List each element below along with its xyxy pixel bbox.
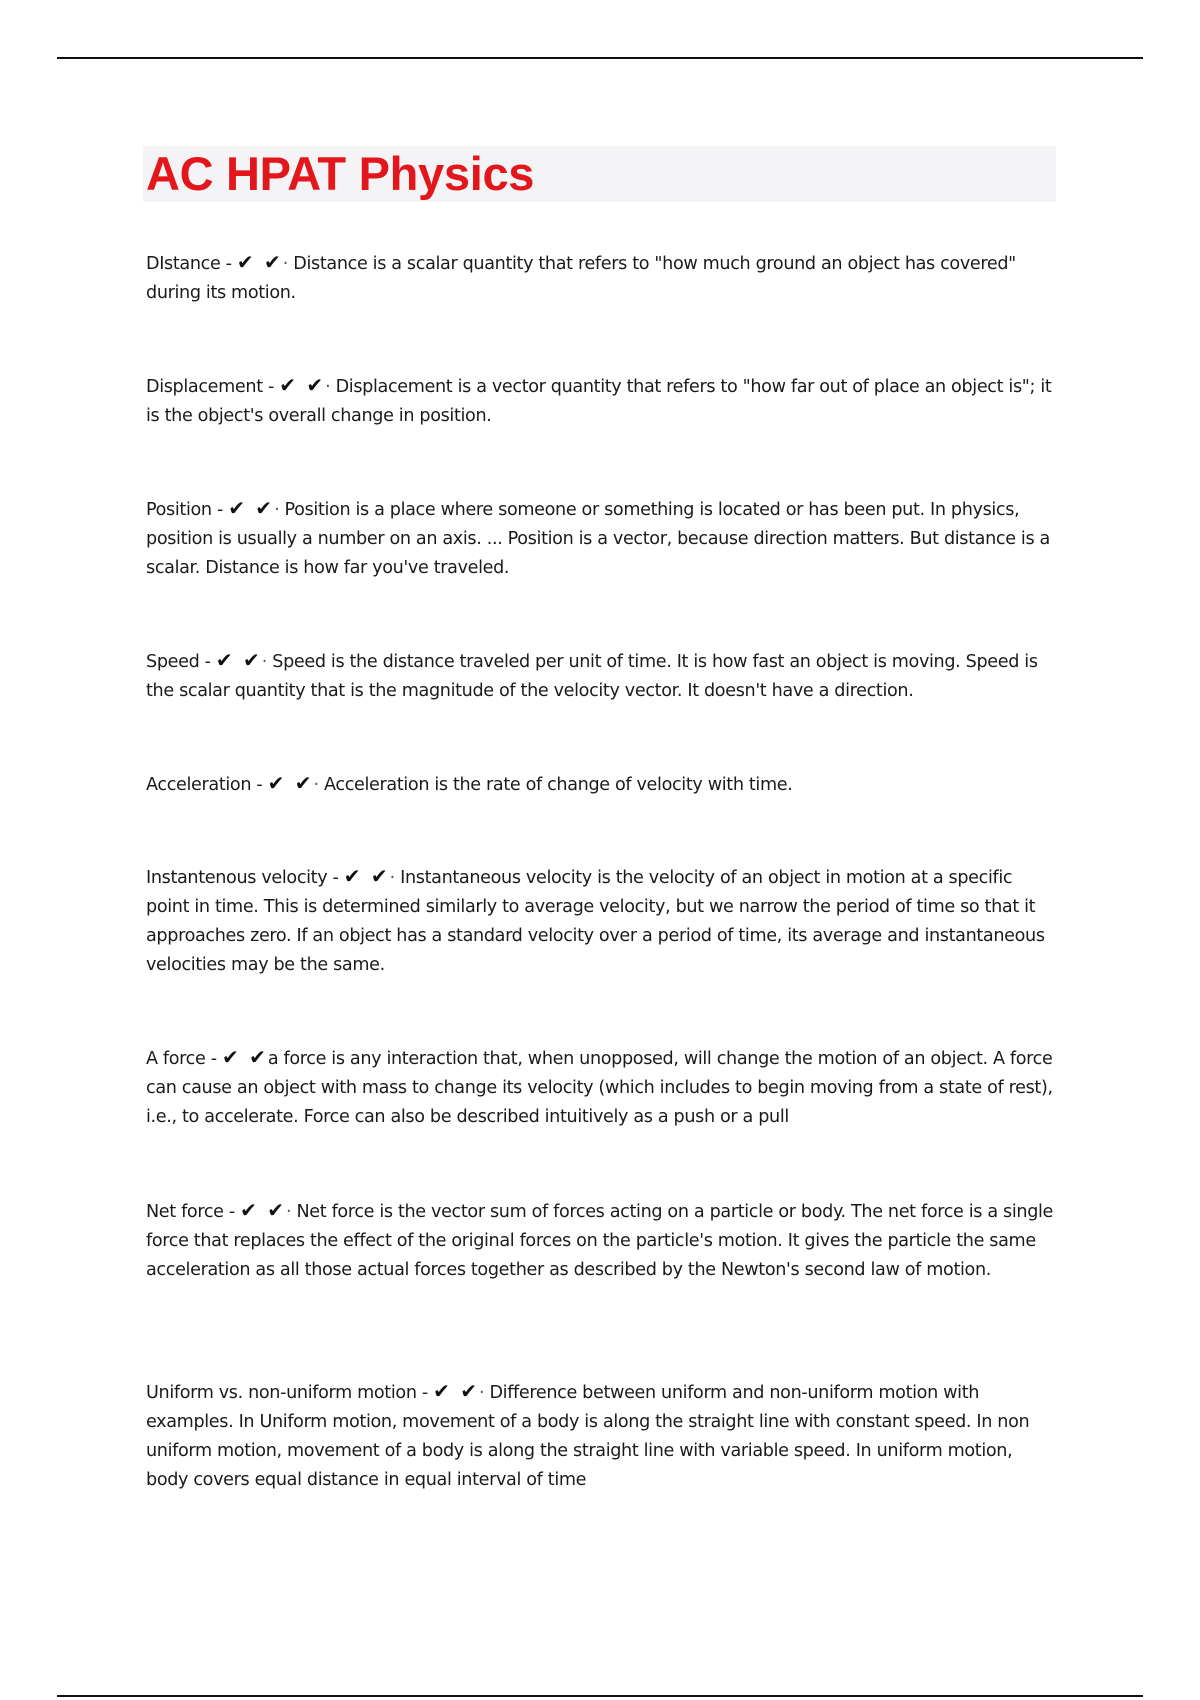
- entry-definition: Displacement is a vector quantity that refers to "how far out of place an object is"; it is the object's overall change in position.: [146, 377, 1052, 426]
- entry-term: Speed: [146, 652, 200, 672]
- entry-definition: Net force is the vector sum of forces acting on a particle or body. The net force is a single force that replaces the effect of the original forces on the particle's motion. It gives the particle the same acceleration as all those actual forces together as described by the Newton's second law of motion.: [146, 1202, 1054, 1280]
- entry-speed: [146, 646, 1056, 706]
- check-mark-icon: ✔ ✔: [228, 496, 275, 520]
- entry-force: [146, 1043, 1056, 1132]
- check-mark-icon: ✔ ✔: [236, 250, 283, 274]
- separator-dot: ·: [261, 652, 268, 672]
- entry-dash: -: [416, 1383, 434, 1403]
- entry-dash: -: [251, 775, 268, 795]
- entry-term: Instantenous velocity: [146, 868, 328, 888]
- document-title: AC HPAT Physics: [146, 147, 535, 200]
- entry-definition: Difference between uniform and non-uniform motion with examples. In Uniform motion, movement of a body is along the straight line with constant speed. In non uniform motion, movement of a body is along the straight line with variable speed. In uniform motion, body covers equal distance in equal interval of time: [146, 1383, 1030, 1490]
- entry-term: Acceleration: [146, 775, 252, 795]
- check-mark-icon: ✔ ✔: [240, 1198, 286, 1222]
- separator-dot: ·: [282, 254, 289, 274]
- check-mark-icon: ✔ ✔: [433, 1379, 479, 1403]
- entry-net-force: [146, 1196, 1056, 1285]
- entry-dash: -: [262, 377, 280, 397]
- top-rule: [57, 57, 1143, 59]
- separator-dot: ·: [274, 500, 280, 520]
- entry-dash: -: [223, 1202, 241, 1222]
- separator-dot: ·: [325, 377, 331, 397]
- check-mark-icon: ✔ ✔: [279, 373, 326, 397]
- entry-definition: Instantaneous velocity is the velocity of an object in motion at a specific point in time. This is determined similarly to average velocity, but we narrow the period of time so that it approaches zero. If an object has a standard velocity over a period of time, its average and instantaneous velocities may be the same.: [146, 868, 1045, 975]
- separator-dot: ·: [478, 1383, 485, 1403]
- separator-dot: ·: [286, 1202, 292, 1222]
- entry-displacement: [146, 371, 1056, 431]
- entry-dash: -: [327, 868, 344, 888]
- check-mark-icon: ✔ ✔: [221, 1045, 268, 1069]
- entry-term: A force: [146, 1049, 206, 1069]
- entry-acceleration: [146, 769, 1056, 800]
- entry-definition: Distance is a scalar quantity that refers to "how much ground an object has covered" during its motion.: [146, 254, 1016, 303]
- entry-definition: Position is a place where someone or something is located or has been put. In physics, position is usually a number on an axis. ... Position is a vector, because direction matters. But distance is a scalar. Distance is how far you've traveled.: [146, 500, 1050, 578]
- separator-dot: ·: [313, 775, 319, 795]
- entry-dash: -: [211, 500, 229, 520]
- entry-definition: a force is any interaction that, when unopposed, will change the motion of an object. A force can cause an object with mass to change its velocity (which includes to begin moving from a state of rest), i.e., to accelerate. Force can also be described intuitively as a push or a pull: [146, 1049, 1053, 1127]
- entry-uniform-motion: [146, 1377, 1056, 1495]
- check-mark-icon: ✔ ✔: [267, 771, 314, 795]
- entry-term: Net force: [146, 1202, 224, 1222]
- entry-term: Uniform vs. non-uniform motion: [146, 1383, 417, 1403]
- check-mark-icon: ✔ ✔: [343, 864, 390, 888]
- entry-term: DIstance: [146, 254, 221, 274]
- entry-dash: -: [205, 1049, 222, 1069]
- entry-dash: -: [220, 254, 237, 274]
- entry-term: Position: [146, 500, 212, 520]
- check-mark-icon: ✔ ✔: [215, 648, 262, 672]
- entry-dash: -: [199, 652, 216, 672]
- separator-dot: ·: [389, 868, 395, 888]
- entry-instantaneous-velocity: [146, 862, 1056, 980]
- entry-definition: Speed is the distance traveled per unit of time. It is how fast an object is moving. Speed is the scalar quantity that is the magnitude of the velocity vector. It doesn't have a direction.: [146, 652, 1038, 701]
- entry-distance: [146, 248, 1056, 308]
- entry-term: Displacement: [146, 377, 263, 397]
- bottom-rule: [57, 1695, 1143, 1697]
- entry-position: [146, 494, 1056, 583]
- entry-definition: Acceleration is the rate of change of velocity with time.: [318, 775, 793, 795]
